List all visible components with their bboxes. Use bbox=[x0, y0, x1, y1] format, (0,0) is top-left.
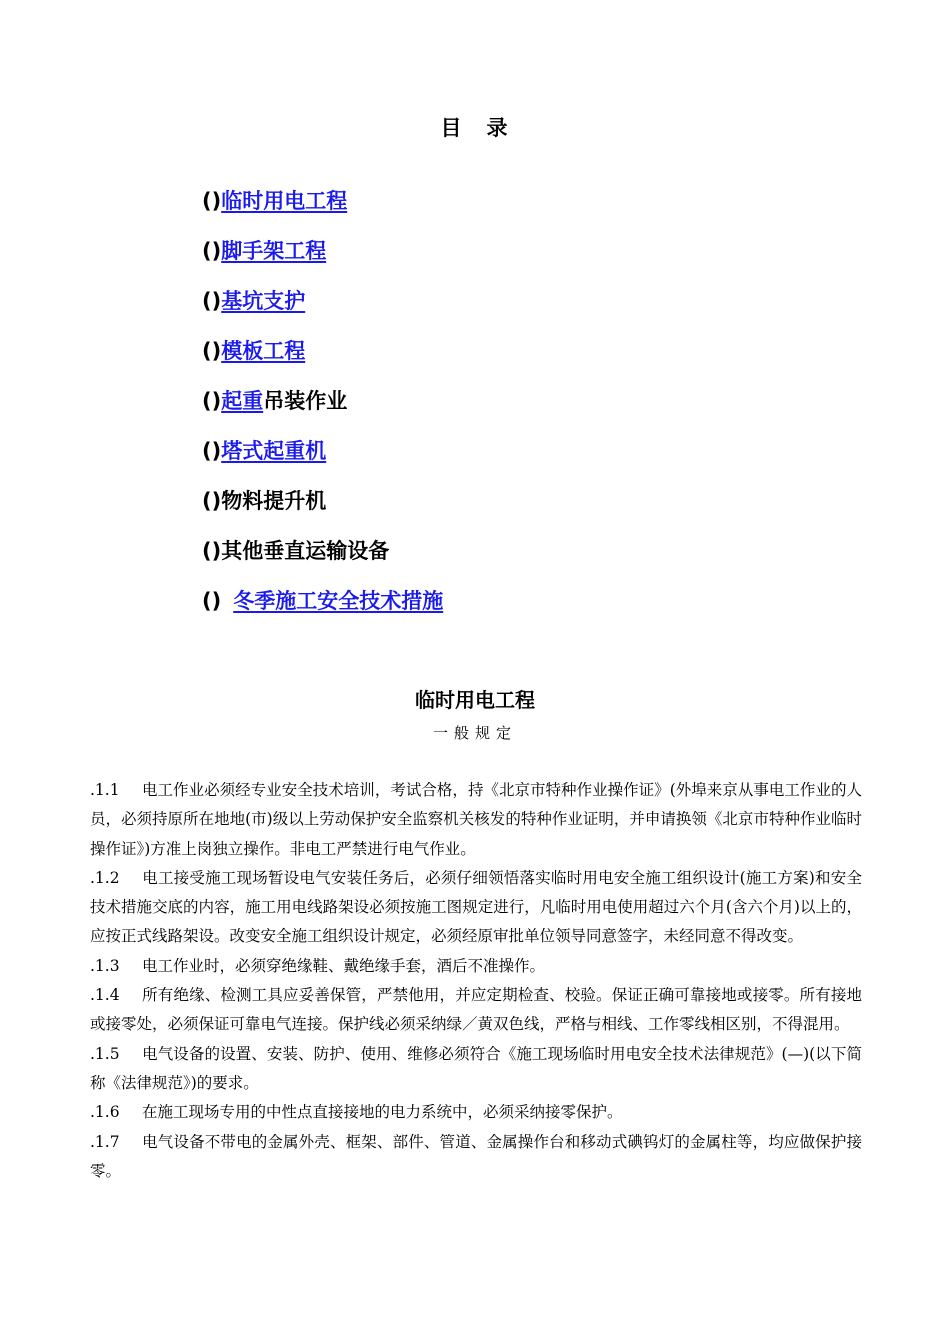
toc-item bbox=[202, 436, 443, 486]
clause-paragraph bbox=[90, 1098, 862, 1127]
toc-link-scaffolding[interactable]: 脚手架工程 bbox=[221, 239, 327, 263]
toc-link-winter-construction[interactable]: 冬季施工安全技术措施 bbox=[233, 589, 444, 613]
clause-text: 在施工现场专用的中性点直接接地的电力系统中，必须采纳接零保护。 bbox=[142, 1103, 623, 1122]
toc-link-formwork[interactable]: 模板工程 bbox=[221, 339, 306, 363]
clause-number: .1.6 bbox=[90, 1103, 120, 1122]
toc-item bbox=[202, 336, 443, 386]
toc-item-text: 吊装作业 bbox=[263, 389, 348, 413]
clause-text: 所有绝缘、检测工具应妥善保管，严禁他用，并应定期检查、校验。保证正确可靠接地或接零。所有接地或接零处，必须保证可靠电气连接。保护线必须采纳绿／黄双色线，严格与相线、工作零线相区别，不得混用。 bbox=[90, 986, 862, 1034]
toc-item-text: 物料提升机 bbox=[221, 489, 327, 513]
toc-item-prefix: () bbox=[202, 339, 222, 363]
toc-item-prefix: () bbox=[202, 589, 222, 613]
toc-link-tower-crane[interactable]: 塔式起重机 bbox=[221, 439, 327, 463]
toc-item-prefix: () bbox=[202, 439, 222, 463]
toc-title: 目 录 bbox=[440, 116, 510, 140]
clause-text: 电气设备不带电的金属外壳、框架、部件、管道、金属操作台和移动式碘钨灯的金属柱等，均应做保护接零。 bbox=[90, 1132, 862, 1180]
toc-item-prefix: () bbox=[202, 239, 222, 263]
toc-item-prefix: () bbox=[202, 389, 222, 413]
clause-paragraph bbox=[90, 981, 862, 1040]
toc-item-prefix: () bbox=[202, 489, 222, 513]
toc-item bbox=[202, 186, 443, 236]
toc-item-prefix: () bbox=[202, 189, 222, 213]
toc-link-temporary-electricity[interactable]: 临时用电工程 bbox=[221, 189, 348, 213]
clause-number: .1.3 bbox=[90, 956, 120, 975]
toc-list bbox=[202, 186, 443, 636]
toc-item bbox=[202, 236, 443, 286]
toc-link-foundation-pit[interactable]: 基坑支护 bbox=[221, 289, 306, 313]
clause-paragraph bbox=[90, 1040, 862, 1099]
clause-number: .1.7 bbox=[90, 1132, 120, 1151]
section-title: 临时用电工程 bbox=[415, 688, 535, 712]
clause-paragraph bbox=[90, 864, 862, 952]
clause-text: 电工作业时，必须穿绝缘鞋、戴绝缘手套，酒后不准操作。 bbox=[142, 956, 546, 975]
clause-text: 电工作业必须经专业安全技术培训，考试合格，持《北京市特种作业操作证》(外埠来京从事电工作业的人员，必须持原所在地地(市)级以上劳动保护安全监察机关核发的特种作业证明，并申请换领《北京市特种作业临时操作证》)方准上岗独立操作。非电工严禁进行电气作业。 bbox=[90, 781, 862, 858]
toc-item-prefix: () bbox=[202, 539, 222, 563]
clause-number: .1.5 bbox=[90, 1044, 120, 1063]
toc-item bbox=[202, 536, 443, 586]
clause-number: .1.4 bbox=[90, 986, 120, 1005]
clause-paragraph bbox=[90, 776, 862, 864]
toc-link-hoisting[interactable]: 起重 bbox=[221, 389, 264, 413]
clause-number: .1.1 bbox=[90, 781, 120, 799]
toc-item-text: 其他垂直运输设备 bbox=[221, 539, 390, 563]
toc-item bbox=[202, 586, 443, 636]
toc-item-prefix: () bbox=[202, 289, 222, 313]
section-subtitle: 一般规定 bbox=[432, 724, 517, 742]
clause-text: 电工接受施工现场暂设电气安装任务后，必须仔细领悟落实临时用电安全施工组织设计(施工方案)和安全技术措施交底的内容，施工用电线路架设必须按施工图规定进行，凡临时用电使用超过六个月(含六个月)以上的，应按正式线路架设。改变安全施工组织设计规定，必须经原审批单位领导同意签字，未经同意不得改变。 bbox=[90, 868, 862, 946]
clause-paragraph bbox=[90, 1128, 862, 1187]
toc-item bbox=[202, 486, 443, 536]
section-body bbox=[90, 776, 862, 1186]
toc-item bbox=[202, 286, 443, 336]
toc-item bbox=[202, 386, 443, 436]
clause-text: 电气设备的设置、安装、防护、使用、维修必须符合《施工现场临时用电安全技术法律规范》(—)(以下简称《法律规范》)的要求。 bbox=[90, 1044, 862, 1092]
clause-number: .1.2 bbox=[90, 868, 120, 887]
clause-paragraph bbox=[90, 952, 862, 981]
